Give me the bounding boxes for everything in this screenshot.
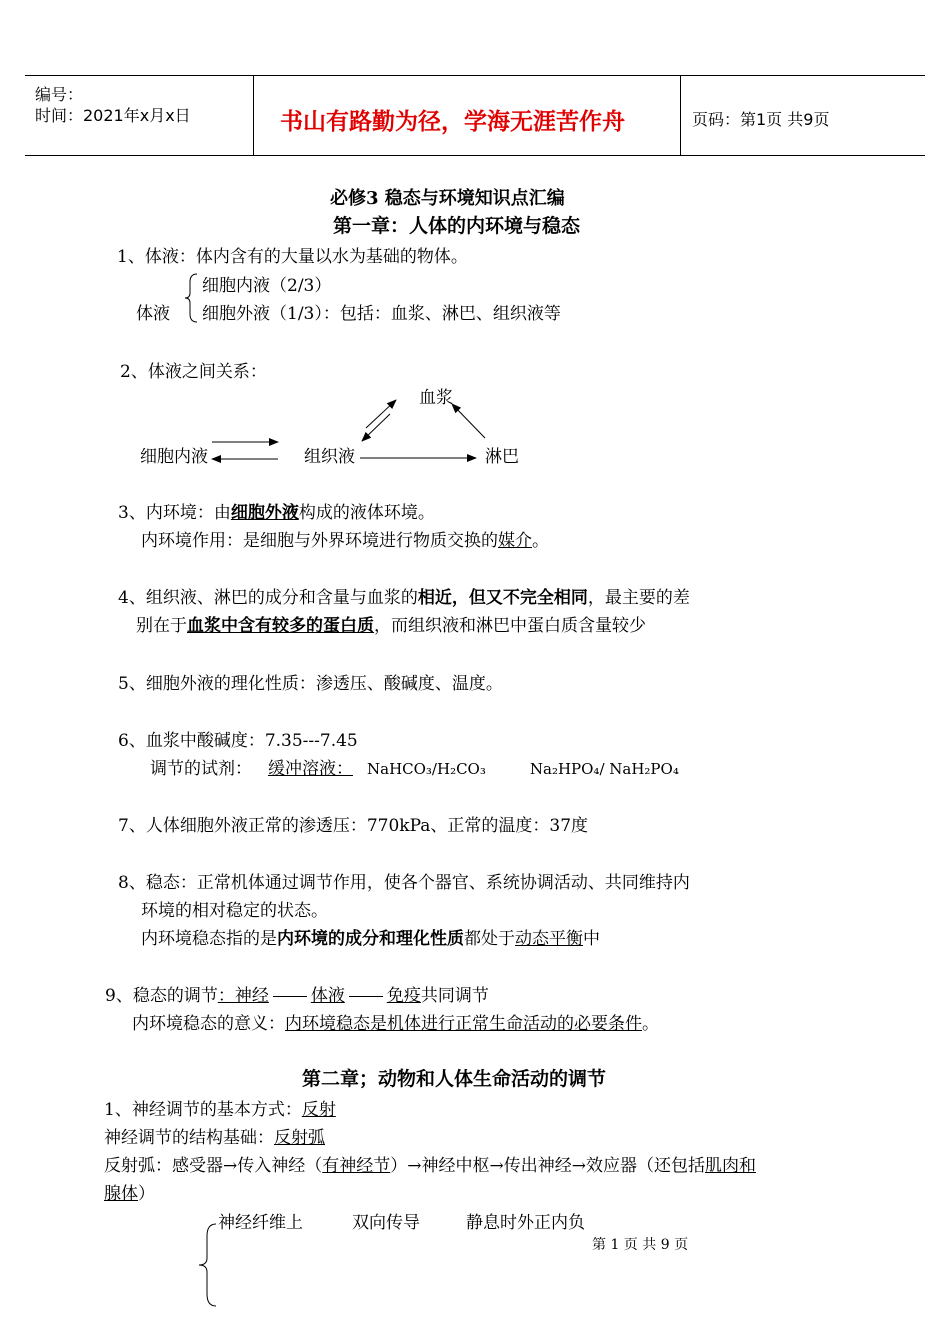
s6-pair2: Na₂HPO₄/ NaH₂PO₄ [529, 760, 679, 778]
s4-pre: 4、组织液、淋巴的成分和含量与血浆的 [118, 588, 418, 608]
s4-line2 [136, 611, 646, 636]
header-number-label: 编号： [35, 85, 84, 104]
s8-line3-post: 中 [583, 929, 600, 949]
header-page-label: 页码：第1页 共9页 [692, 110, 830, 129]
s7-line: 7、人体细胞外液正常的渗透压：770kPa、正常的温度：37度 [118, 816, 589, 836]
s8-line2: 环境的相对稳定的状态。 [141, 901, 328, 921]
s1-line: 1、体液：体内含有的大量以水为基础的物体。 [117, 247, 468, 267]
s8-line3 [141, 924, 600, 949]
s1-item-intracellular: 细胞内液（2/3） [202, 276, 332, 296]
chapter-2-heading: 第二章；动物和人体生命活动的调节 [302, 1068, 607, 1090]
s6-buffer: 缓冲溶液： [268, 759, 353, 779]
c2-l3-pre: 反射弧：感受器→传入神经（ [104, 1156, 323, 1176]
c2-line1 [104, 1095, 336, 1120]
arrow-lymph-to-plasma [452, 404, 485, 438]
s4-line2-pre: 别在于 [136, 616, 187, 636]
s9-dash-1 [273, 996, 307, 997]
s3-line2-post: 。 [532, 531, 549, 551]
s8-line3-term: 动态平衡 [515, 929, 583, 949]
s3-post: 构成的液体环境。 [298, 503, 435, 523]
s6-reagent-row [150, 754, 679, 779]
c2-l3-term2: 肌肉和 [704, 1156, 756, 1176]
s5-line: 5、细胞外液的理化性质：渗透压、酸碱度、温度。 [118, 674, 503, 694]
s3-line2 [141, 526, 549, 551]
c2-l3-mid: ）→神经中枢→传出神经→效应器（还包括 [390, 1156, 705, 1176]
footer-page-number: 第 1 页 共 9 页 [592, 1237, 689, 1253]
s8-line3-bold: 内环境的成分和理化性质 [277, 929, 464, 949]
s4-line2-term: 血浆中含有较多的蛋白质 [187, 616, 374, 636]
c2-fiber: 神经纤维上 [218, 1213, 303, 1233]
s2-line: 2、体液之间关系： [120, 362, 267, 382]
s9-line2 [132, 1009, 659, 1034]
s9-post: 共同调节 [420, 986, 489, 1006]
c2-l1-term: 反射 [301, 1100, 336, 1120]
diagram-lymph: 淋巴 [485, 447, 519, 467]
s9-word-humoral: 体液 [310, 986, 345, 1006]
c2-l1-pre: 1、神经调节的基本方式： [104, 1100, 302, 1120]
document-title: 必修3 稳态与环境知识点汇编 [330, 188, 565, 209]
s4-line2-post: ，而组织液和淋巴中蛋白质含量较少 [374, 616, 646, 636]
s9-word-nerve: ：神经 [217, 986, 269, 1006]
s3-pre: 3、内环境：由 [118, 503, 231, 523]
s8-line1: 8、稳态：正常机体通过调节作用，使各个器官、系统协调活动、共同维持内 [118, 873, 690, 893]
s9-line2-pre: 内环境稳态的意义： [132, 1014, 285, 1034]
s9-word-immune: 免疫 [386, 986, 421, 1006]
s3-line2-pre: 内环境作用：是细胞与外界环境进行物质交换的 [141, 531, 498, 551]
s6-pair1: NaHCO₃/H₂CO₃ [367, 760, 486, 778]
c2-bidirectional: 双向传导 [352, 1213, 420, 1233]
s9-line2-term: 内环境稳态是机体进行正常生命活动的必要条件 [285, 1014, 642, 1034]
s9-pre: 9、稳态的调节 [105, 986, 218, 1006]
s1-item-extracellular: 细胞外液（1/3）：包括：血浆、淋巴、组织液等 [202, 304, 561, 324]
s9-line2-post: 。 [642, 1014, 659, 1034]
c2-line4 [104, 1179, 155, 1204]
header-motto: 书山有路勤为径，学海无涯苦作舟 [280, 109, 625, 135]
diagram-tissue-fluid: 组织液 [304, 447, 355, 467]
s3-line1 [118, 498, 435, 523]
c2-brace [196, 1222, 218, 1308]
s3-line2-term: 媒介 [498, 531, 532, 551]
c2-l2-term: 反射弧 [274, 1128, 325, 1148]
header-time-label: 时间：2021年x月x日 [35, 106, 191, 125]
c2-resting: 静息时外正内负 [466, 1213, 585, 1233]
s4-line1 [118, 583, 690, 608]
diagram-arrows [0, 0, 950, 520]
s9-dash-2 [349, 996, 383, 997]
s4-post: ，最主要的差 [587, 588, 690, 608]
c2-l2-pre: 神经调节的结构基础： [104, 1128, 274, 1148]
arrow-tissue-to-plasma [366, 400, 396, 428]
c2-line2 [104, 1123, 325, 1148]
diagram-intracellular: 细胞内液 [140, 447, 208, 467]
s4-bold: 相近，但又不完全相同 [417, 588, 588, 608]
s9-line1 [105, 981, 489, 1006]
c2-line3 [104, 1151, 756, 1176]
s3-term: 细胞外液 [230, 503, 299, 523]
s8-line3-pre: 内环境稳态指的是 [141, 929, 277, 949]
s1-brace-label: 体液 [136, 304, 170, 324]
c2-l4-post: ） [138, 1184, 155, 1204]
chapter-1-heading: 第一章：人体的内环境与稳态 [333, 215, 581, 237]
c2-l3-term: 有神经节 [322, 1156, 391, 1176]
diagram-plasma: 血浆 [419, 388, 453, 408]
c2-l4-term: 腺体 [104, 1184, 138, 1204]
s6-line: 6、血浆中酸碱度：7.35---7.45 [118, 731, 358, 751]
s8-line3-mid: 都处于 [464, 929, 515, 949]
s6-reagent-label: 调节的试剂： [150, 759, 252, 779]
